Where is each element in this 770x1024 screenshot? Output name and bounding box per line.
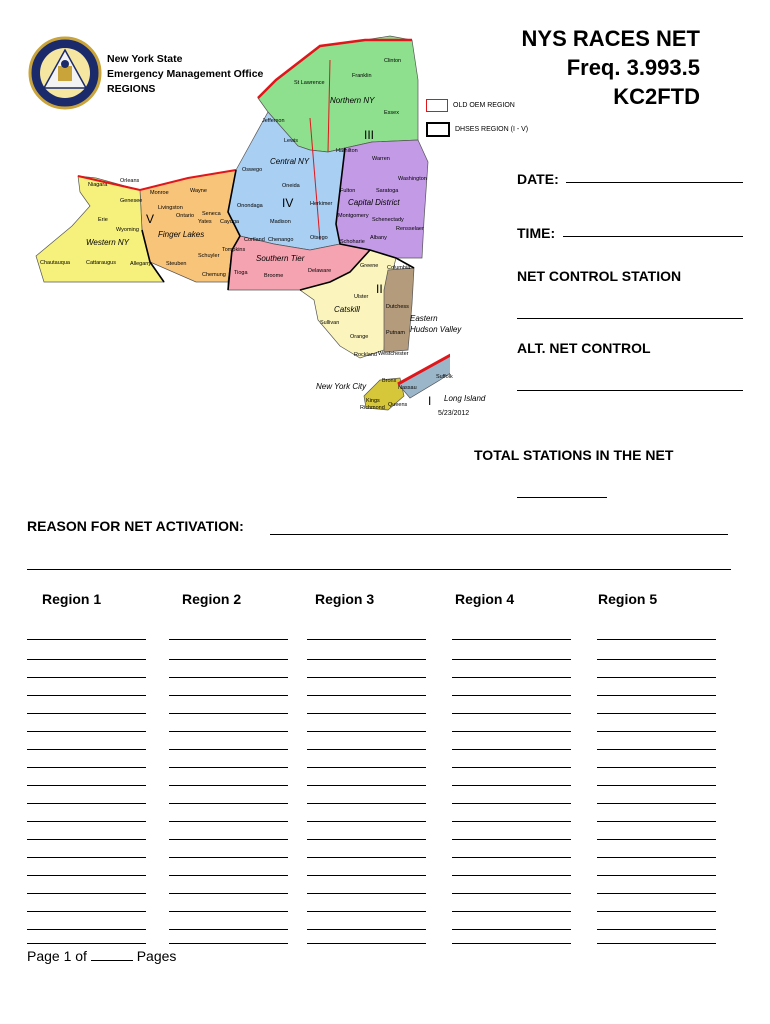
region-1-entry-line[interactable] [27,929,146,930]
region-2-entry-line[interactable] [169,821,288,822]
region-1-entry-line[interactable] [27,639,146,640]
county-label: Chemung [202,272,226,278]
county-label: Orleans [120,178,140,184]
region-numeral: II [376,282,383,296]
county-label: Erie [98,217,108,223]
county-label: Tioga [234,270,248,276]
county-label: Oswego [242,167,263,173]
region-5-entry-line[interactable] [597,839,716,840]
region-3-entry-line[interactable] [307,943,426,944]
region-3-entry-line[interactable] [307,911,426,912]
region-1-entry-line[interactable] [27,857,146,858]
region-1-header: Region 1 [42,591,102,607]
date-label: DATE: [517,171,559,187]
county-label: Nassau [398,385,417,391]
region-label: Central NY [270,157,310,166]
callsign: KC2FTD [613,84,700,109]
county-label: Schenectady [372,217,404,223]
region-4-entry-line[interactable] [452,639,571,640]
county-label: Niagara [88,182,108,188]
region-2-entry-line[interactable] [169,857,288,858]
map-title-line: New York State [107,53,183,65]
county-label: Clinton [384,58,402,64]
region-label: Long Island [444,394,486,403]
region-label: Catskill [334,305,360,314]
region-2-entry-line[interactable] [169,749,288,750]
reason-field-line-2[interactable] [27,569,731,570]
region-label: Northern NY [330,96,375,105]
county-label: Wyoming [116,227,139,233]
region-1-entry-line[interactable] [27,749,146,750]
region-4-entry-line[interactable] [452,821,571,822]
county-label: Putnam [386,330,405,336]
frequency: Freq. 3.993.5 [566,55,700,80]
region-5-entry-line[interactable] [597,857,716,858]
county-label: Monroe [150,190,169,196]
region-2-entry-line[interactable] [169,929,288,930]
legend-label: DHSES REGION (I - V) [455,126,529,133]
region-5-entry-line[interactable] [597,695,716,696]
region-5-entry-line[interactable] [597,893,716,894]
region-2-entry-line[interactable] [169,767,288,768]
county-label: Rockland [354,352,377,358]
region-2-entry-line[interactable] [169,713,288,714]
legend-label: OLD OEM REGION [453,102,515,109]
region-1-entry-line[interactable] [27,659,146,660]
county-label: Chautauqua [40,260,70,266]
region-2-entry-line[interactable] [169,893,288,894]
region-label: Western NY [86,238,129,247]
county-label: Broome [264,273,284,279]
region-3-entry-line[interactable] [307,749,426,750]
county-label: Ulster [354,294,369,300]
region-3-entry-line[interactable] [307,767,426,768]
reason-field[interactable] [270,534,728,535]
region-label: Capital District [348,198,400,207]
region-2-entry-line[interactable] [169,911,288,912]
page-count-field[interactable] [91,960,133,961]
header-title-block [522,24,700,111]
alt-net-control-field[interactable] [517,390,743,391]
region-4-entry-line[interactable] [452,839,571,840]
total-stations-label: TOTAL STATIONS IN THE NET [474,447,674,463]
region-1-entry-line[interactable] [27,767,146,768]
county-label: Bronx [382,378,397,384]
county-label: Yates [198,219,212,225]
region-3-entry-line[interactable] [307,803,426,804]
county-label: Lewis [284,138,299,144]
total-stations-field[interactable] [517,497,607,498]
county-label: Sullivan [320,320,340,326]
county-label: Kings [366,398,380,404]
net-control-label: NET CONTROL STATION [517,268,682,284]
reason-label: REASON FOR NET ACTIVATION: [27,518,244,534]
county-label: Livingston [158,205,183,211]
region-3-header: Region 3 [315,591,375,607]
region-1-entry-line[interactable] [27,785,146,786]
county-label: Oneida [282,183,300,189]
region-4-entry-line[interactable] [452,857,571,858]
region-2-entry-line[interactable] [169,695,288,696]
region-4-entry-line[interactable] [452,731,571,732]
time-field[interactable] [563,236,743,237]
region-1-entry-line[interactable] [27,943,146,944]
county-label: Cortland [244,237,265,243]
region-label: New York City [316,382,367,391]
county-label: Wayne [190,188,207,194]
county-label: Richmond [360,405,385,411]
county-label: Onondaga [237,203,263,209]
county-label: Schuyler [198,253,220,259]
region-label: Hudson Valley [410,325,462,334]
county-label: Genesee [120,198,143,204]
region-5-entry-line[interactable] [597,659,716,660]
region-2-entry-line[interactable] [169,639,288,640]
legend-swatch [426,99,448,112]
region-3-entry-line[interactable] [307,639,426,640]
county-label: Fulton [340,188,356,194]
county-label: Dutchess [386,304,409,310]
region-5-header: Region 5 [598,591,658,607]
county-label: Ontario [176,213,195,219]
county-label: St Lawrence [294,80,325,86]
region-1-entry-line[interactable] [27,677,146,678]
region-numeral: I [428,394,432,408]
region-1-entry-line[interactable] [27,695,146,696]
county-label: Madison [270,219,291,225]
region-5-entry-line[interactable] [597,875,716,876]
region-1-entry-line[interactable] [27,713,146,714]
region-5-entry-line[interactable] [597,929,716,930]
page-suffix: Pages [136,948,177,964]
legend-swatch [426,122,450,137]
county-label: Steuben [166,261,187,267]
county-label: Montgomery [338,213,369,219]
region-5-entry-line[interactable] [597,767,716,768]
region-numeral: III [364,128,375,142]
region-1-entry-line[interactable] [27,893,146,894]
county-label: Columbia [387,265,411,271]
region-5-entry-line[interactable] [597,911,716,912]
county-label: Franklin [352,73,372,79]
region-5-entry-line[interactable] [597,821,716,822]
region-4-entry-line[interactable] [452,893,571,894]
legend-old-oem [426,99,515,112]
county-label: Otsego [310,235,328,241]
alt-net-control-label: ALT. NET CONTROL [517,340,651,356]
region-2-entry-line[interactable] [169,677,288,678]
region-4-entry-line[interactable] [452,749,571,750]
region-1-entry-line[interactable] [27,839,146,840]
region-numeral: V [146,212,155,226]
county-label: Delaware [308,268,332,274]
county-label: Cayuga [220,219,239,225]
county-label: Allegany [130,261,152,267]
region-3-entry-line[interactable] [307,731,426,732]
region-3-entry-line[interactable] [307,677,426,678]
legend-dhses [426,122,528,137]
region-hudson-valley [384,268,414,352]
county-label: Albany [370,235,387,241]
county-label: Rensselaer [396,226,424,232]
region-3-entry-line[interactable] [307,695,426,696]
region-3-entry-line[interactable] [307,713,426,714]
region-3-entry-line[interactable] [307,821,426,822]
county-label: Orange [350,334,369,340]
region-4-entry-line[interactable] [452,695,571,696]
map-title-line: Emergency Management Office [107,68,264,80]
region-2-entry-line[interactable] [169,839,288,840]
county-label: Westchester [378,351,409,357]
page-prefix: Page 1 of [27,948,87,964]
region-3-entry-line[interactable] [307,659,426,660]
region-5-entry-line[interactable] [597,677,716,678]
county-label: Hamilton [336,148,358,154]
region-2-entry-line[interactable] [169,943,288,944]
region-1-entry-line[interactable] [27,821,146,822]
region-label: Southern Tier [256,254,305,263]
region-5-entry-line[interactable] [597,731,716,732]
region-2-entry-line[interactable] [169,731,288,732]
map-date: 5/23/2012 [438,410,470,417]
region-4-entry-line[interactable] [452,677,571,678]
region-3-entry-line[interactable] [307,839,426,840]
region-4-entry-line[interactable] [452,911,571,912]
region-1-entry-line[interactable] [27,731,146,732]
region-1-entry-line[interactable] [27,803,146,804]
county-label: Schoharie [340,239,365,245]
region-numeral: IV [282,196,294,210]
region-4-entry-line[interactable] [452,767,571,768]
region-5-entry-line[interactable] [597,639,716,640]
region-4-entry-line[interactable] [452,943,571,944]
county-label: Greene [360,263,379,269]
region-5-entry-line[interactable] [597,943,716,944]
region-4-entry-line[interactable] [452,875,571,876]
region-5-entry-line[interactable] [597,785,716,786]
county-label: Chenango [268,237,294,243]
county-label: Essex [384,110,399,116]
region-label: Finger Lakes [158,230,205,239]
nys-region-map [30,28,450,428]
region-5-entry-line[interactable] [597,749,716,750]
county-label: Cattaraugus [86,260,116,266]
map-title-line: REGIONS [107,83,156,95]
region-3-entry-line[interactable] [307,785,426,786]
net-control-field[interactable] [517,318,743,319]
region-1-entry-line[interactable] [27,875,146,876]
time-label: TIME: [517,225,556,241]
region-2-entry-line[interactable] [169,659,288,660]
county-label: Tompkins [222,247,246,253]
region-3-entry-line[interactable] [307,893,426,894]
region-4-entry-line[interactable] [452,785,571,786]
county-label: Queens [388,402,408,408]
county-label: Washington [398,176,427,182]
region-5-entry-line[interactable] [597,713,716,714]
region-3-entry-line[interactable] [307,857,426,858]
region-2-header: Region 2 [182,591,242,607]
region-1-entry-line[interactable] [27,911,146,912]
county-label: Saratoga [376,188,399,194]
region-4-entry-line[interactable] [452,929,571,930]
page-footer [27,948,176,964]
region-3-entry-line[interactable] [307,929,426,930]
region-label: Eastern [410,314,438,323]
region-4-entry-line[interactable] [452,803,571,804]
county-label: Herkimer [310,201,333,207]
region-4-header: Region 4 [455,591,515,607]
region-5-entry-line[interactable] [597,803,716,804]
date-field[interactable] [566,182,743,183]
county-label: Suffolk [436,374,453,380]
region-2-entry-line[interactable] [169,803,288,804]
net-title: NYS RACES NET [521,26,700,51]
region-4-entry-line[interactable] [452,713,571,714]
region-2-entry-line[interactable] [169,785,288,786]
county-label: Jefferson [262,118,285,124]
region-4-entry-line[interactable] [452,659,571,660]
region-2-entry-line[interactable] [169,875,288,876]
county-label: Warren [372,156,390,162]
region-3-entry-line[interactable] [307,875,426,876]
county-label: Seneca [202,211,221,217]
